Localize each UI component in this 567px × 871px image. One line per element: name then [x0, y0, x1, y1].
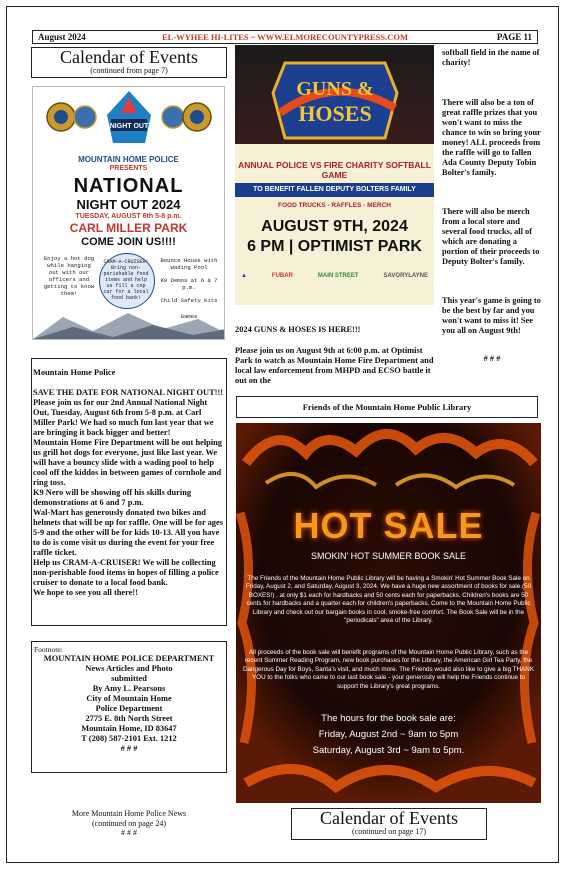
idaho-shape-icon: ▲	[241, 273, 247, 279]
hot-sale-title: HOT SALE	[293, 505, 484, 546]
guns-hoses-place: 6 PM | OPTIMIST PARK	[247, 238, 422, 255]
mhp-article-p3: Mountain Home Fire Department will be out helping us grill hot dogs for everyone, just like last year. We will have a bouncy slide with a wading pool to help cool off the kiddos in between games of cornhole and ring toss.	[33, 438, 222, 487]
more-news-end: # # #	[121, 828, 137, 837]
guns-hoses-event: ANNUAL POLICE VS FIRE CHARITY SOFTBALL GAME	[238, 160, 431, 180]
hot-sale-hours-2: Saturday, August 3rd ~ 9am to 5pm.	[312, 745, 465, 756]
library-heading: Friends of the Mountain Home Public Library	[236, 396, 538, 418]
calendar-title: Calendar of Events	[60, 47, 198, 67]
night-out-poster	[32, 86, 225, 340]
mountains-icon	[33, 309, 225, 339]
footnote-line: Mountain Home, ID 83647	[81, 724, 177, 733]
mhp-article	[31, 358, 227, 626]
hot-sale-poster	[236, 423, 541, 803]
poster-date: TUESDAY, AUGUST 6th 5-8 p.m.	[75, 213, 182, 220]
guns-hoses-caption: 2024 GUNS & HOSES IS HERE!!!	[235, 325, 361, 334]
right-column-p2: There will also be a ton of great raffle prizes that you won't want to miss the chance to win so bring your money! ALL proceeds from the raffle will go to fallen Ada County Deputy Tobin Bolter's family.	[442, 98, 541, 177]
calendar-continued: (continued on page 17)	[352, 827, 426, 836]
poster-park: CARL MILLER PARK	[69, 221, 188, 235]
hot-sale-hours-1: Friday, August 2nd ~ 9am to 5pm	[318, 729, 459, 740]
footnote-line: City of Mountain Home	[86, 694, 172, 703]
right-column-p4: This year's game is going to be the best by far and you won't want to miss it! See you all on August 9th!	[442, 296, 541, 335]
poster-presents: PRESENTS	[109, 165, 148, 172]
poster-bounce: Bounce House with Wading Pool	[160, 257, 218, 271]
calendar-continued: (continued from page 7)	[90, 66, 168, 75]
poster-kits: Child Safety Kits	[160, 297, 218, 304]
mhp-article-heading: Mountain Home Police	[33, 368, 116, 377]
right-column-end: # # #	[483, 354, 501, 363]
hot-sale-p1: The Friends of the Mountain Home Public Library will be having a Smokin' Hot Summer Book Sale on Friday, August 2, and Saturday, August 3, 2024. We have a huge new assortment of books for sale (50 BOXES!) , at only $1 each for hardbacks and 50 cents each for paperbacks. Children's books are 50 cents for hardbacks and a quarter each for children's paperbacks. Come to the Mountain Home Public Library and check out our bargain books in cool, smoke-free comfort. The Book Sale will be in the "periodicals" area of the Library.	[245, 575, 532, 625]
page-header	[32, 30, 538, 44]
poster-hotdog-note: Enjoy a hot dog while hanging out with our officers and getting to know them!	[43, 255, 95, 297]
hot-sale-p2: All proceeds of the book sale will benefit programs of the Mountain Home Public Library, such as the recent Summer Reading Program, new book purchases for the Library, the American Girl Tea Party, the Dangerous Day for Boys, Santa's visit, and much more. The Friends would also like to give a big THANK YOU to the folks who came to our last book sale - your generosity will help the Friends continue to support the Library's great programs.	[242, 649, 535, 690]
poster-cram-note: CRAM-A-CRUISER! Bring non-perishable food items and help us fill a cop car for a local food bank!	[103, 259, 149, 301]
svg-text:HOSES: HOSES	[298, 101, 372, 126]
mhp-article-p7: We hope to see you all there!!	[33, 588, 138, 597]
poster-k9: K9 Demos at 6 & 7 p.m.	[160, 277, 218, 291]
footnote-line: News Articles and Photo	[85, 664, 173, 673]
guns-hoses-logo-icon	[265, 53, 405, 148]
issue-month: August 2024	[38, 32, 86, 42]
sponsor-savorylayne: SAVORYLAYNE	[383, 273, 428, 279]
footnote-line: MOUNTAIN HOME POLICE DEPARTMENT	[43, 654, 215, 663]
mhp-article-p6: Help us CRAM-A-CRUISER! We will be collecting non-perishable food items in hopes of filling a police cruiser to donate to a local food bank.	[33, 558, 219, 587]
footnote-label: Footnote:	[34, 645, 63, 654]
guns-hoses-sponsors	[241, 273, 428, 279]
more-news-line2: (continued on page 24)	[92, 818, 166, 828]
mhp-article-p2: Please join us for our 2nd Annual National Night Out, Tuesday, August 6th from 5-8 p.m. at Carl Miller Park! We had so much fun last year that we are bringing it back bigger and better!	[33, 398, 214, 437]
sponsor-fubar: FUBAR	[271, 273, 293, 279]
footnote-line: Police Department	[95, 704, 163, 713]
svg-text:NIGHT OUT: NIGHT OUT	[109, 123, 149, 130]
footnote-line: # # #	[120, 744, 138, 753]
guns-hoses-date: AUGUST 9TH, 2024	[261, 218, 408, 235]
sponsor-main-street: MAIN STREET	[317, 273, 359, 279]
night-out-logo-icon	[33, 87, 225, 157]
poster-org: MOUNTAIN HOME POLICE	[78, 155, 179, 164]
hot-sale-subtitle: SMOKIN' HOT SUMMER BOOK SALE	[310, 551, 467, 561]
more-news-line1: More Mountain Home Police News	[71, 809, 187, 818]
calendar-header-bottom	[291, 808, 487, 840]
svg-text:GUNS &: GUNS &	[296, 78, 374, 100]
guns-hoses-body: Please join us on August 9th at 6:00 p.m. at Optimist Park to watch as Mountain Home Fire Department and local law enforcement from MHPD and ECSO battle it out on the	[235, 346, 434, 385]
page-number: PAGE 11	[496, 32, 532, 42]
calendar-header-top	[31, 47, 227, 78]
masthead: EL-WYHEE HI-LITES ~ WWW.ELMORECOUNTYPRESS.COM	[161, 32, 408, 42]
footnote-line: T (208) 587-2101 Ext. 1212	[81, 734, 177, 743]
footnote-box	[31, 641, 227, 773]
poster-national: NATIONAL	[73, 175, 184, 197]
footnote-line: By Amy L. Pearsons	[92, 684, 166, 693]
guns-hoses-extras: FOOD TRUCKS - RAFFLES - MERCH	[277, 202, 392, 209]
mhp-article-p4: K9 Nero will be showing off his skills during demonstrations at 6 and 7 p.m.	[33, 488, 192, 507]
more-news	[31, 809, 227, 838]
guns-hoses-benefit: TO BENEFIT FALLEN DEPUTY BOLTERS FAMILY	[235, 183, 434, 197]
right-column-p3: There will also be merch from a local store and several food trucks, all of which are donating a portion of their proceeds to Deputy Bolter's family.	[442, 207, 540, 266]
poster-night-out: NIGHT OUT 2024	[76, 197, 181, 212]
calendar-title: Calendar of Events	[320, 808, 458, 828]
footnote-line: submitted	[111, 674, 147, 683]
footnote-line: 2775 E. 8th North Street	[85, 714, 173, 723]
poster-games: Games	[180, 313, 198, 320]
guns-hoses-poster	[235, 45, 434, 305]
right-column-p1: softball field in the name of charity!	[442, 48, 540, 67]
poster-join: COME JOIN US!!!!	[81, 236, 176, 248]
mhp-article-p1: SAVE THE DATE FOR NATIONAL NIGHT OUT!!!	[33, 388, 224, 397]
mhp-article-p5: Wal-Mart has generously donated two bikes and helmets that will be up for raffle. One will be for ages 5-9 and the other will be for kids 10-13. All you have to do is come visit us during the event for your free raffle ticket.	[33, 508, 223, 557]
hot-sale-hours-label: The hours for the book sale are:	[321, 713, 456, 724]
